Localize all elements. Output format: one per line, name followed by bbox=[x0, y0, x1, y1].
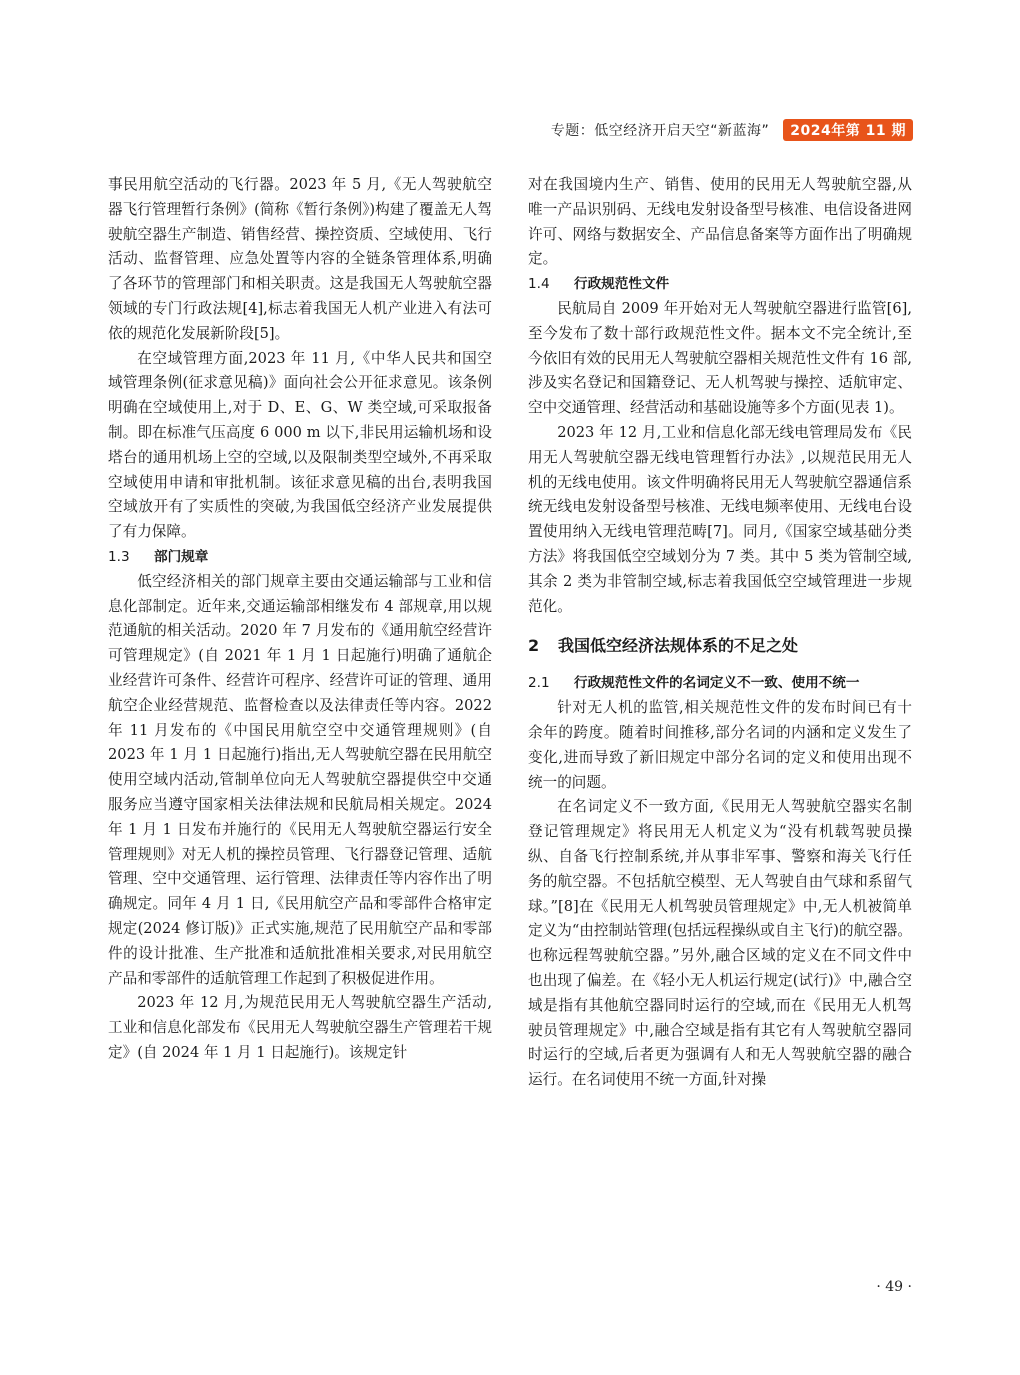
section-heading-2-1 bbox=[528, 671, 912, 696]
section-number: 2.1 bbox=[528, 675, 550, 692]
paragraph: 2023 年 12 月,工业和信息化部无线电管理局发布《民用无人驾驶航空器无线电管理暂行办法》,以规范民用无人机的无线电使用。该文件明确将民用无人驾驶航空器通信系统无线电发射设备型号核准、无线电频率使用、无线电台设置使用纳入无线电管理范畴[7]。同月,《国家空域基础分类方法》将我国低空空域划分为 7 类。其中 5 类为管制空域,其余 2 类为非管制空域,标志着我国低空空域管理进一步规范化。 bbox=[528, 423, 912, 615]
paragraph: 民航局自 2009 年开始对无人驾驶航空器进行监管[6],至今发布了数十部行政规范性文件。据本文不完全统计,至今依旧有效的民用无人驾驶航空器相关规范性文件有 16 部,涉及实名登记和国籍登记、无人机驾驶与操控、适航审定、空中交通管理、经营活动和基础设施等多个方面(见表 1)。 bbox=[528, 299, 912, 417]
section-heading-1-4 bbox=[528, 272, 912, 297]
section-title: 行政规范性文件 bbox=[574, 276, 670, 293]
issue-badge: 2024年第 11 期 bbox=[783, 119, 913, 141]
section-title: 行政规范性文件的名词定义不一致、使用不统一 bbox=[574, 675, 860, 692]
paragraph: 低空经济相关的部门规章主要由交通运输部与工业和信息化部制定。近年来,交通运输部相继发布 4 部规章,用以规范通航的相关活动。2020 年 7 月发布的《通用航空经营许可管理规定》(自 2021 年 1 月 1 日起施行)明确了通航企业经营许可条件、经营许可程序、经营许可证的管理、通用航空企业经营规范、监督检查以及法律责任等内容。2022 年 11 月发布的《中国民用航空空中交通管理规则》(自 2023 年 1 月 1 日起施行)指出,无人驾驶航空器在民用航空使用空域内活动,管制单位向无人驾驶航空器提供空中交通服务应当遵守国家相关法律法规和民航局相关规定。2024 年 1 月 1 日发布并施行的《民用无人驾驶航空器运行安全管理规则》对无人机的操控员管理、飞行器登记管理、适航管理、空中交通管理、运行管理、法律责任等内容作出了明确规定。同年 4 月 1 日,《民用航空产品和零部件合格审定规定(2024 修订版)》正式实施,规范了民用航空产品和零部件的设计批准、生产批准和适航批准相关要求,对民用航空产品和零部件的适航管理工作起到了积极促进作用。 bbox=[108, 572, 492, 987]
header-title: 专题：低空经济开启天空“新蓝海” bbox=[550, 123, 770, 139]
paragraph: 在空域管理方面,2023 年 11 月,《中华人民共和国空域管理条例(征求意见稿)》面向社会公开征求意见。该条例明确在空域使用上,对于 D、E、G、W 类空域,可采取报备制。即在标准气压高度 6 000 m 以下,非民用运输机场和设塔台的通用机场上空的空域,以及限制类型空域外,不再采取空域使用申请和审批机制。该征求意见稿的出台,表明我国空域放开有了实质性的突破,为我国低空经济产业发展提供了有力保障。 bbox=[108, 349, 492, 541]
section-number: 1.3 bbox=[108, 548, 130, 565]
section-heading-1-3 bbox=[108, 545, 492, 570]
paragraph: 对在我国境内生产、销售、使用的民用无人驾驶航空器,从唯一产品识别码、无线电发射设备型号核准、电信设备进网许可、网络与数据安全、产品信息备案等方面作出了明确规定。 bbox=[528, 176, 912, 268]
left-column bbox=[108, 173, 492, 1066]
paragraph: 在名词定义不一致方面,《民用无人驾驶航空器实名制登记管理规定》将民用无人机定义为“没有机载驾驶员操纵、自备飞行控制系统,并从事非军事、警察和海关飞行任务的航空器。不包括航空模型、无人驾驶自由气球和系留气球。”[8]在《民用无人机驾驶员管理规定》中,无人机被简单定义为“由控制站管理(包括远程操纵或自主飞行)的航空器。也称远程驾驶航空器。”另外,融合区域的定义在不同文件中也出现了偏差。在《轻小无人机运行规定(试行)》中,融合空域是指有其他航空器同时运行的空域,而在《民用无人机驾驶员管理规定》中,融合空域是指有其它有人驾驶航空器同时运行的空域,后者更为强调有人和无人驾驶航空器的融合运行。在名词使用不统一方面,针对操 bbox=[528, 798, 912, 1089]
paragraph: 针对无人机的监管,相关规范性文件的发布时间已有十余年的跨度。随着时间推移,部分名词的内涵和定义发生了变化,进而导致了新旧规定中部分名词的定义和使用出现不统一的问题。 bbox=[528, 699, 912, 791]
section-heading-2 bbox=[528, 633, 912, 659]
section-number: 2 bbox=[528, 636, 540, 656]
section-title: 部门规章 bbox=[154, 548, 209, 565]
page-number: · 49 · bbox=[876, 1279, 912, 1295]
paragraph: 2023 年 12 月,为规范民用无人驾驶航空器生产活动,工业和信息化部发布《民用无人驾驶航空器生产管理若干规定》(自 2024 年 1 月 1 日起施行)。该规定针 bbox=[108, 994, 492, 1061]
section-title: 我国低空经济法规体系的不足之处 bbox=[558, 636, 799, 656]
paragraph: 事民用航空活动的飞行器。2023 年 5 月,《无人驾驶航空器飞行管理暂行条例》(简称《暂行条例》)构建了覆盖无人驾驶航空器生产制造、销售经营、操控资质、空域使用、飞行活动、监督管理、应急处置等内容的全链条管理体系,明确了各环节的管理部门和相关职责。这是我国无人驾驶航空器领域的专门行政法规[4],标志着我国无人机产业进入有法可依的规范化发展新阶段[5]。 bbox=[108, 176, 492, 342]
running-header bbox=[551, 119, 913, 141]
section-number: 1.4 bbox=[528, 276, 550, 293]
right-column bbox=[528, 173, 912, 1093]
